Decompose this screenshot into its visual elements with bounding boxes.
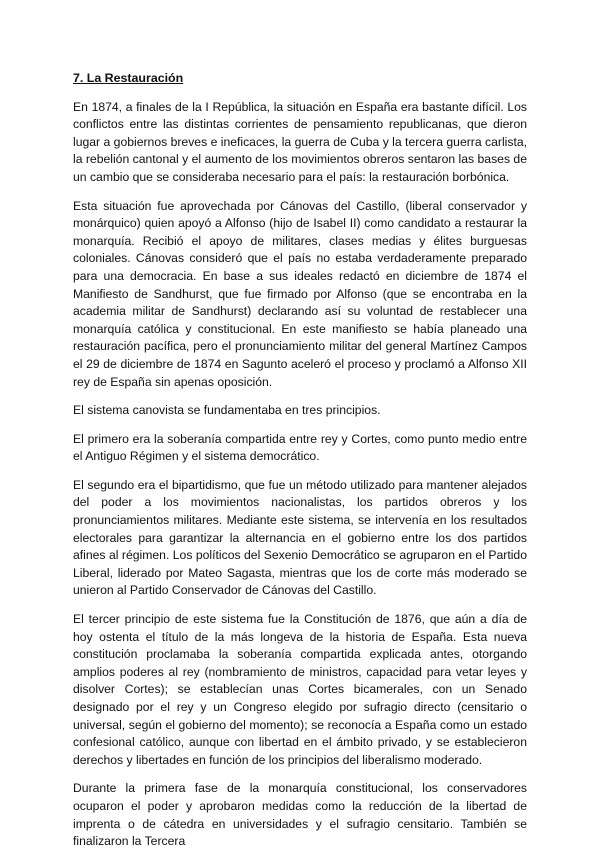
paragraph-first-phase: Durante la primera fase de la monarquía constitucional, los conservadores ocuparon el poder y aprobaron medidas como la reducción de la libertad de imprenta o de cátedra en universidades y el sufragio censitario. También se finalizaron la Tercera	[73, 781, 527, 849]
paragraph-intro: En 1874, a finales de la I República, la situación en España era bastante difícil. Los conflictos entre las distintas corrientes de pensamiento republicanas, que dieron lugar a gobiernos breves e ineficaces, la guerra de Cuba y la tercera guerra carlista, la rebelión cantonal y el aumento de los movimientos obreros sentaron las bases de un cambio que se consideraba necesario para el país: la restauración borbónica.	[73, 99, 527, 184]
document-page	[73, 70, 527, 862]
paragraph-canovas: Esta situación fue aprovechada por Cánovas del Castillo, (liberal conservador y monárquico) quien apoyó a Alfonso (hijo de Isabel II) como candidato a restaurar la monarquía. Recibió el apoyo de militares, clases medias y élites burguesas coloniales. Cánovas consideró que el país no estaba verdaderamente preparado para una democracia. En base a sus ideales redactó en diciembre de 1874 el Manifiesto de Sandhurst, que fue firmado por Alfonso (que se encontraba en la academia militar de Sandhurst) declarando así su voluntad de restablecer una monarquía católica y constitucional. En este manifiesto se había planeado una restauración pacífica, pero el pronunciamiento militar del general Martínez Campos el 29 de diciembre de 1874 en Sagunto aceleró el proceso y proclamó a Alfonso XII rey de España sin apenas oposición.	[73, 198, 527, 389]
paragraph-three-principles: El sistema canovista se fundamentaba en tres principios.	[73, 403, 381, 418]
paragraph-second-principle: El segundo era el bipartidismo, que fue un método utilizado para mantener alejados del poder a los movimientos nacionalistas, los partidos obreros y los pronunciamientos militares. Mediante este sistema, se intervenía en los resultados electorales para garantizar la alternancia en el gobierno entre los dos partidos afines al régimen. Los políticos del Sexenio Democrático se agruparon en el Partido Liberal, liderado por Mateo Sagasta, mientras que los de corte más moderado se unieron al Partido Conservador de Cánovas del Castillo.	[73, 477, 527, 598]
paragraph-third-principle: El tercer principio de este sistema fue la Constitución de 1876, que aún a día de hoy ostenta el título de la más longeva de la historia de España. Esta nueva constitución proclamaba la soberanía compartida explicada antes, otorgando amplios poderes al rey (nombramiento de ministros, capacidad para vetar leyes y disolver Cortes); se establecían unas Cortes bicamerales, con un Senado designado por el rey y un Congreso elegido por sufragio directo (censitario o universal, según el gobierno del momento); se reconocía a España como un estado confesional católico, aunque con libertad en el ámbito privado, y se establecieron derechos y libertades en función de los principios del liberalismo moderado.	[73, 612, 527, 767]
section-title: 7. La Restauración	[73, 71, 184, 85]
paragraph-first-principle: El primero era la soberanía compartida entre rey y Cortes, como punto medio entre el Antiguo Régimen y el sistema democrático.	[73, 431, 527, 464]
